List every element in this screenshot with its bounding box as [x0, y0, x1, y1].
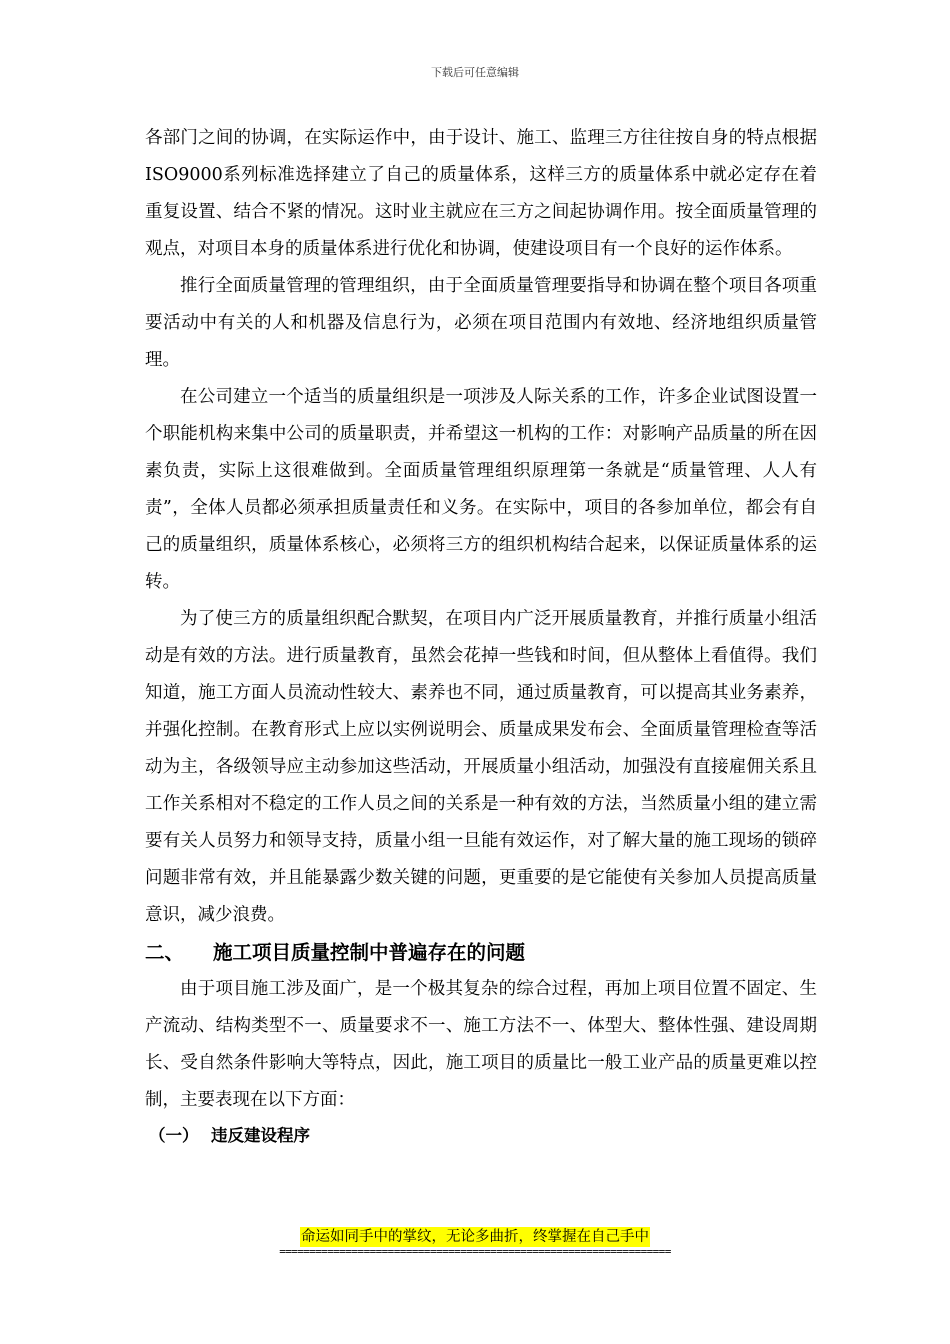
section-title: 施工项目质量控制中普遍存在的问题 [213, 941, 526, 964]
document-body [145, 120, 817, 1153]
subsection-title: 违反建设程序 [211, 1126, 310, 1145]
paragraph: 各部门之间的协调，在实际运作中，由于设计、施工、监理三方往往按自身的特点根据ISO9000系列标准选择建立了自己的质量体系，这样三方的质量体系中就必定存在着重复设置、结合不紧的情况。这时业主就应在三方之间起协调作用。按全面质量管理的观点，对项目本身的质量体系进行优化和协调，使建设项目有一个良好的运作体系。 [145, 128, 817, 259]
section-heading [145, 934, 817, 971]
page-header: 下载后可任意编辑 [431, 66, 519, 79]
paragraph: 为了使三方的质量组织配合默契，在项目内广泛开展质量教育，并推行质量小组活动是有效的方法。进行质量教育，虽然会花掉一些钱和时间，但从整体上看值得。我们知道，施工方面人员流动性较大、素养也不同，通过质量教育，可以提高其业务素养，并强化控制。在教育形式上应以实例说明会、质量成果发布会、全面质量管理检查等活动为主，各级领导应主动参加这些活动，开展质量小组活动，加强没有直接雇佣关系且工作关系相对不稳定的工作人员之间的关系是一种有效的方法，当然质量小组的建立需要有关人员努力和领导支持，质量小组一旦能有效运作，对了解大量的施工现场的锁碎问题非常有效，并且能暴露少数关键的问题，更重要的是它能使有关参加人员提高质量意识，减少浪费。 [145, 609, 817, 925]
page-footer [0, 1226, 950, 1247]
paragraph: 在公司建立一个适当的质量组织是一项涉及人际关系的工作，许多企业试图设置一个职能机构来集中公司的质量职责，并希望这一机构的工作：对影响产品质量的所在因素负责，实际上这很难做到。全面质量管理组织原理第一条就是“质量管理、人人有责”，全体人员都必须承担质量责任和义务。在实际中，项目的各参加单位，都会有自己的质量组织，质量体系核心，必须将三方的组织机构结合起来，以保证质量体系的运转。 [145, 387, 817, 592]
subsection-number: （一） [149, 1126, 199, 1145]
footer-divider: ================================================================= [279, 1245, 671, 1258]
paragraph: 推行全面质量管理的管理组织，由于全面质量管理要指导和协调在整个项目各项重要活动中有关的人和机器及信息行为，必须在项目范围内有效地、经济地组织质量管理。 [145, 276, 817, 370]
paragraph: 由于项目施工涉及面广，是一个极其复杂的综合过程，再加上项目位置不固定、生产流动、结构类型不一、质量要求不一、施工方法不一、体型大、整体性强、建设周期长、受自然条件影响大等特点，因此，施工项目的质量比一般工业产品的质量更难以控制，主要表现在以下方面： [145, 979, 817, 1110]
footer-motto: 命运如同手中的掌纹，无论多曲折，终掌握在自己手中 [301, 1229, 649, 1245]
section-number: 二、 [145, 941, 185, 964]
subsection-heading [145, 1119, 817, 1153]
